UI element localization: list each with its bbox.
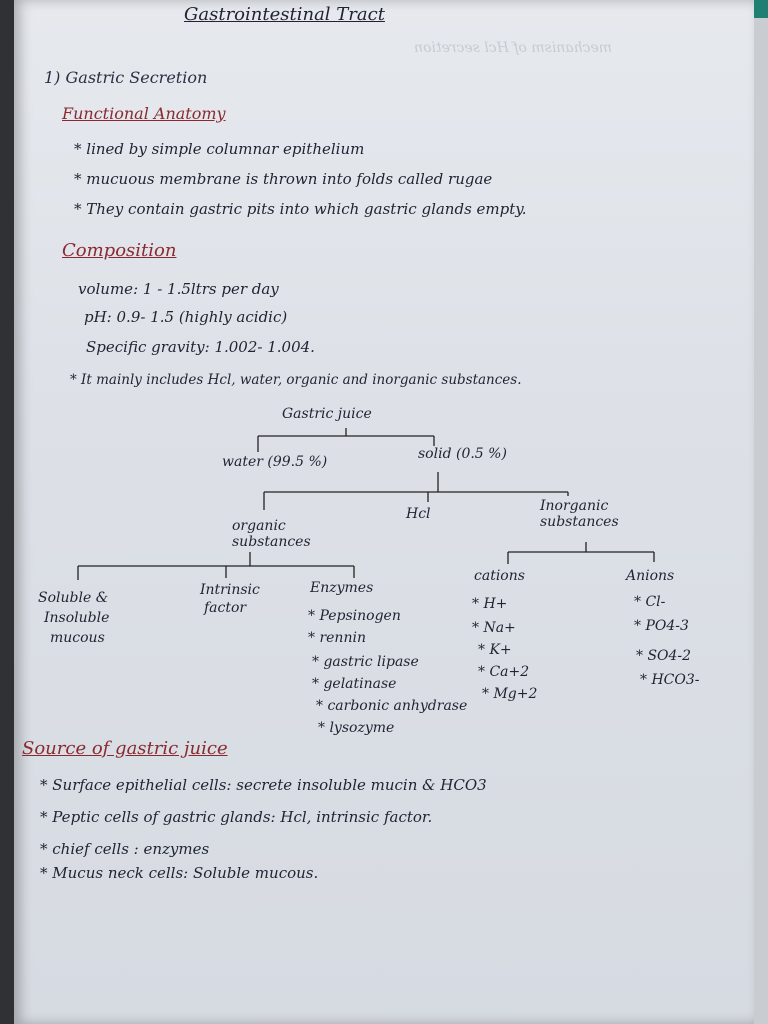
anion-item: * HCO3- [640,672,700,688]
anatomy-bullet: * lined by simple columnar epithelium [74,140,365,158]
anion-item: * SO4-2 [636,648,692,664]
enzyme-item: * gelatinase [312,676,397,692]
cation-item: * H+ [472,596,508,612]
bleed-through-text: mechanism of Hcl secretion [414,40,613,56]
anion-item: * PO4-3 [634,618,689,634]
source-line: * Peptic cells of gastric glands: Hcl, intrinsic factor. [40,808,433,826]
tree-water: water (99.5 %) [222,454,328,470]
tree-root: Gastric juice [282,406,372,422]
cation-item: * Na+ [472,620,516,636]
source-heading: Source of gastric juice [22,738,228,759]
enzyme-item: * lysozyme [318,720,395,736]
section-heading: 1) Gastric Secretion [44,68,208,87]
composition-gravity: Specific gravity: 1.002- 1.004. [86,338,315,356]
tree-cations-label: cations [474,568,525,584]
tree-hcl: Hcl [406,506,431,522]
cation-item: * Ca+2 [478,664,530,680]
anatomy-bullet: * mucuous membrane is thrown into folds called rugae [74,170,493,188]
anatomy-bullet: * They contain gastric pits into which gastric glands empty. [74,200,527,218]
page-title: Gastrointestinal Tract [184,4,385,25]
tree-intrinsic-1: Intrinsic [200,582,260,598]
cation-item: * Mg+2 [482,686,538,702]
tree-soluble-3: mucous [50,630,105,646]
composition-volume: volume: 1 - 1.5ltrs per day [78,280,279,298]
composition-heading: Composition [62,240,177,261]
tree-enzymes-label: Enzymes [310,580,374,596]
functional-anatomy-heading: Functional Anatomy [62,104,226,123]
enzyme-item: * carbonic anhydrase [316,698,468,714]
source-line: * Surface epithelial cells: secrete insoluble mucin & HCO3 [40,776,487,794]
enzyme-item: * rennin [308,630,366,646]
tree-intrinsic-2: factor [204,600,247,616]
tree-soluble-2: Insoluble [44,610,110,626]
anion-item: * Cl- [634,594,666,610]
tree-inorganic: Inorganic substances [540,498,619,530]
cation-item: * K+ [478,642,512,658]
notebook-page [14,0,754,1024]
enzyme-item: * gastric lipase [312,654,419,670]
composition-includes: * It mainly includes Hcl, water, organic and inorganic substances. [70,372,522,388]
composition-ph: pH: 0.9- 1.5 (highly acidic) [84,308,288,326]
source-line: * Mucus neck cells: Soluble mucous. [40,864,319,882]
enzyme-item: * Pepsinogen [308,608,401,624]
tree-organic: organic substances [232,518,311,550]
tree-soluble-1: Soluble & [38,590,109,606]
tree-anions-label: Anions [626,568,675,584]
tree-solid: solid (0.5 %) [418,446,507,462]
source-line: * chief cells : enzymes [40,840,210,858]
